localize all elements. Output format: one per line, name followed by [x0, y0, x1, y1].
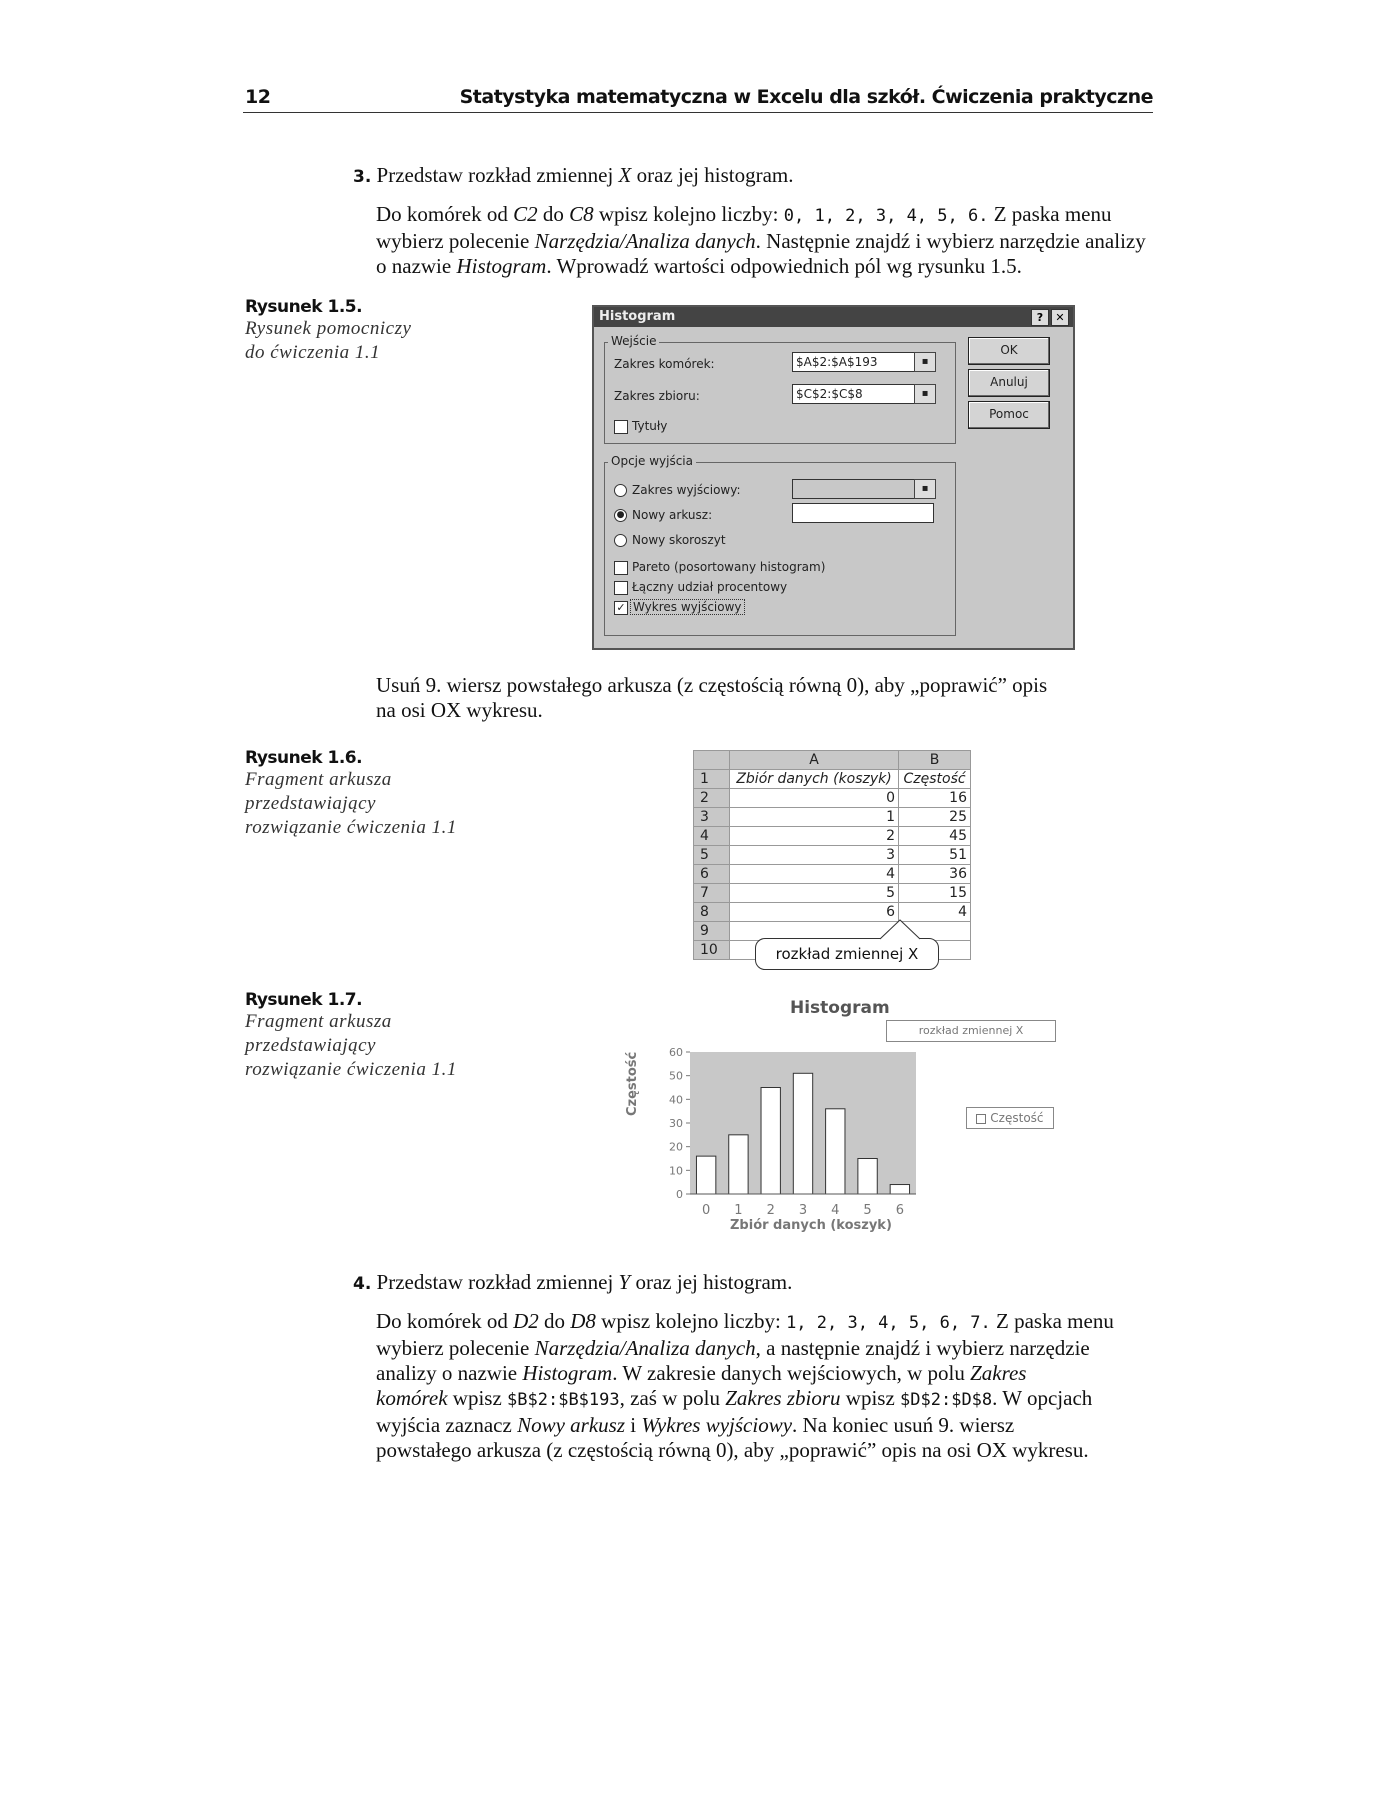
t4-text: wpisz — [840, 1386, 901, 1410]
column-header-row — [694, 751, 971, 770]
figure-1-5-caption — [245, 297, 411, 365]
t4-d2: D2 — [513, 1309, 539, 1333]
input-group-label: Wejście — [608, 334, 659, 348]
histogram-dialog — [592, 305, 1075, 650]
task4-title-text: Przedstaw rozkład zmiennej — [376, 1270, 619, 1294]
cell-b[interactable]: 51 — [899, 846, 971, 865]
t4-option: Nowy arkusz — [517, 1413, 626, 1437]
input-range-field[interactable]: $A$2:$A$193 — [792, 352, 934, 372]
x-tick-label: 0 — [702, 1203, 711, 1218]
t4-text: . Na koniec usuń 9. wiersz — [792, 1413, 1015, 1437]
x-tick-label: 3 — [798, 1203, 808, 1218]
t4-text: Z paska menu — [990, 1309, 1114, 1333]
chart-title: Histogram — [790, 998, 890, 1018]
x-axis-title: Zbiór danych (koszyk) — [730, 1218, 892, 1233]
legend-label: Częstość — [990, 1111, 1044, 1125]
task3-p-text: . Wprowadź wartości odpowiednich pól wg rysunku 1.5. — [546, 254, 1022, 278]
dialog-titlebar — [594, 307, 1073, 327]
output-group-label: Opcje wyjścia — [608, 454, 696, 468]
x-tick-label: 6 — [895, 1203, 904, 1218]
row-header[interactable]: 2 — [694, 789, 730, 808]
cell-a[interactable]: 2 — [730, 827, 899, 846]
collapse-dialog-icon[interactable]: ▪ — [914, 352, 936, 372]
help-icon[interactable]: ? — [1031, 309, 1049, 326]
x-tick-label: 4 — [831, 1203, 840, 1218]
bin-range-label: Zakres zbioru: — [614, 389, 700, 403]
pareto-label: Pareto (posortowany histogram) — [632, 560, 826, 574]
task3-title-end: oraz jej histogram. — [631, 163, 794, 187]
t4-text: wybierz polecenie — [376, 1336, 535, 1360]
t4-text: do — [538, 1309, 571, 1333]
paragraph-line: powstałego arkusza (z częstością równą 0), aby „poprawić” opis na osi OX wykresu. — [376, 1438, 1089, 1462]
table-row — [694, 846, 971, 865]
new-sheet-radio[interactable]: ● — [614, 509, 627, 522]
row-header[interactable]: 10 — [694, 941, 730, 960]
cell-b[interactable]: 4 — [899, 903, 971, 922]
t4-text: . W zakresie danych wejściowych, w polu — [612, 1361, 971, 1385]
task4-number: 4. — [353, 1274, 372, 1294]
cell-a[interactable]: 6 — [730, 903, 899, 922]
y-tick-label: 10 — [669, 1164, 683, 1178]
y-tick-label: 20 — [669, 1140, 683, 1154]
output-range-radio[interactable] — [614, 484, 627, 497]
bar — [890, 1185, 909, 1194]
cell-a[interactable]: 3 — [730, 846, 899, 865]
t4-option: Wykres wyjściowy — [641, 1413, 793, 1437]
bar — [729, 1135, 748, 1194]
cell-a[interactable]: 0 — [730, 789, 899, 808]
t4-text: i — [625, 1413, 642, 1437]
row-header[interactable]: 3 — [694, 808, 730, 827]
y-tick-label: 0 — [676, 1188, 683, 1201]
page-number: 12 — [245, 86, 271, 108]
chart-output-label: Wykres wyjściowy — [630, 599, 745, 615]
collapse-dialog-icon[interactable]: ▪ — [914, 384, 936, 404]
t4-text: , a następnie znajdź i wybierz narzędzie — [755, 1336, 1090, 1360]
t4-field: komórek — [376, 1386, 448, 1410]
header-rule — [243, 112, 1153, 113]
paragraph-line — [376, 1336, 1176, 1361]
paragraph-line — [376, 1386, 1176, 1413]
t4-range: $D$2:$D$8 — [900, 1390, 993, 1410]
y-tick-label: 30 — [669, 1117, 683, 1130]
pareto-checkbox[interactable] — [614, 561, 628, 575]
bin-range-field[interactable]: $C$2:$C$8 — [792, 384, 934, 404]
y-tick-label: 60 — [669, 1046, 683, 1059]
y-axis-title: Częstość — [625, 1051, 640, 1116]
figure-caption-title: Rysunek 1.5. — [245, 297, 363, 317]
task3-number: 3. — [353, 167, 372, 187]
column-header-a[interactable]: A — [730, 751, 899, 770]
figure-caption-line: przedstawiający — [245, 793, 376, 814]
column-header-b[interactable]: B — [899, 751, 971, 770]
table-row — [694, 865, 971, 884]
labels-checkbox-label: Tytuły — [632, 419, 668, 433]
t4-text: wyjścia zaznacz — [376, 1413, 518, 1437]
t4-text: wpisz — [447, 1386, 508, 1410]
cumulative-checkbox[interactable] — [614, 581, 628, 595]
task3-c8: C8 — [569, 202, 594, 226]
t4-text: . W opcjach — [992, 1386, 1093, 1410]
paragraph-line: na osi OX wykresu. — [376, 698, 543, 722]
task3-p-text: Z paska menu wybierz polecenie — [376, 202, 1112, 253]
bar — [696, 1156, 715, 1194]
paragraph-line — [376, 1309, 1176, 1336]
task3-heading — [353, 163, 794, 190]
task3-paragraph — [376, 202, 1161, 279]
t4-text: , zaś w polu — [619, 1386, 726, 1410]
legend-swatch — [976, 1114, 986, 1124]
new-sheet-label: Nowy arkusz: — [632, 508, 713, 522]
cancel-button[interactable]: Anuluj — [968, 369, 1050, 397]
new-workbook-label: Nowy skoroszyt — [632, 533, 726, 547]
cell-b[interactable]: 36 — [899, 865, 971, 884]
x-tick-label: 2 — [766, 1203, 775, 1218]
t4-text: analizy o nazwie — [376, 1361, 523, 1385]
bar — [793, 1073, 812, 1194]
bar — [858, 1159, 877, 1195]
chart-output-checkbox[interactable]: ✓ — [614, 601, 628, 615]
callout-pointer — [880, 918, 930, 940]
y-tick-label: 40 — [669, 1093, 683, 1107]
cell-a[interactable]: 4 — [730, 865, 899, 884]
figure-caption-title: Rysunek 1.7. — [245, 990, 363, 1010]
t4-numbers: 1, 2, 3, 4, 5, 6, 7. — [786, 1313, 991, 1333]
t4-field: Zakres — [970, 1361, 1027, 1385]
cell-b[interactable]: 45 — [899, 827, 971, 846]
task3-p-text: wpisz kolejno liczby: — [593, 202, 784, 226]
row-header[interactable]: 4 — [694, 827, 730, 846]
t4-tool: Histogram — [522, 1361, 613, 1385]
close-icon[interactable]: ✕ — [1051, 309, 1069, 326]
paragraph-line — [376, 1361, 1176, 1386]
figure-caption-title: Rysunek 1.6. — [245, 748, 363, 768]
collapse-dialog-icon[interactable]: ▪ — [914, 479, 936, 499]
figure-caption-line: Rysunek pomocniczy — [245, 318, 412, 339]
task3-tool: Histogram — [456, 254, 547, 278]
row-header[interactable]: 8 — [694, 903, 730, 922]
cumulative-label: Łączny udział procentowy — [632, 580, 788, 594]
task3-p-text: . Następnie znajdź i wybierz narzędzie analizy o nazwie — [376, 229, 1146, 278]
row-header[interactable]: 7 — [694, 884, 730, 903]
labels-checkbox[interactable] — [614, 420, 628, 434]
row-header[interactable]: 9 — [694, 922, 730, 941]
output-range-label: Zakres wyjściowy: — [632, 483, 741, 497]
dialog-title: Histogram — [599, 309, 676, 324]
row-header[interactable]: 6 — [694, 865, 730, 884]
ok-button[interactable]: OK — [968, 337, 1050, 365]
cell-b[interactable]: 15 — [899, 884, 971, 903]
task3-p-text: do — [537, 202, 570, 226]
figure-caption-line: Fragment arkusza — [245, 769, 392, 790]
task4-var: Y — [618, 1270, 631, 1294]
figure-1-7-caption — [245, 990, 457, 1082]
table-row — [694, 827, 971, 846]
task3-c2: C2 — [513, 202, 538, 226]
help-button[interactable]: Pomoc — [968, 401, 1050, 429]
figure-caption-line: rozwiązanie ćwiczenia 1.1 — [245, 1059, 457, 1080]
figure-caption-line: rozwiązanie ćwiczenia 1.1 — [245, 817, 457, 838]
t4-field: Zakres zbioru — [725, 1386, 841, 1410]
output-range-field[interactable] — [792, 479, 934, 499]
t4-text: Do komórek od — [376, 1309, 514, 1333]
histogram-chart — [620, 1040, 970, 1240]
new-workbook-radio[interactable] — [614, 534, 627, 547]
cell-a[interactable]: 5 — [730, 884, 899, 903]
task4-paragraph — [376, 1309, 1176, 1463]
corner-cell[interactable] — [694, 751, 730, 770]
figure-caption-line: przedstawiający — [245, 1035, 376, 1056]
cell-b[interactable]: 16 — [899, 789, 971, 808]
bar — [761, 1088, 780, 1195]
new-sheet-field[interactable] — [792, 503, 934, 523]
y-tick-label: 50 — [669, 1069, 683, 1083]
task3-numbers: 0, 1, 2, 3, 4, 5, 6. — [783, 206, 989, 226]
cell-a[interactable]: Zbiór danych (koszyk) — [730, 770, 899, 789]
bar — [826, 1109, 845, 1194]
figure-caption-line: do ćwiczenia 1.1 — [245, 342, 381, 363]
table-row — [694, 808, 971, 827]
range-label: Zakres komórek: — [614, 357, 715, 371]
t4-menu: Narzędzia/Analiza danych — [534, 1336, 756, 1360]
task3-title-text: Przedstaw rozkład zmiennej — [376, 163, 619, 187]
task4-heading — [353, 1270, 792, 1297]
table-row — [694, 789, 971, 808]
chart-annotation-box: rozkład zmiennej X — [886, 1020, 1056, 1042]
figure-caption-line: Fragment arkusza — [245, 1011, 392, 1032]
table-row — [694, 884, 971, 903]
row-header[interactable]: 1 — [694, 770, 730, 789]
t4-d8: D8 — [570, 1309, 596, 1333]
task4-title-end: oraz jej histogram. — [630, 1270, 793, 1294]
cell-b[interactable]: Częstość — [899, 770, 971, 789]
paragraph-line — [376, 1413, 1176, 1438]
task3-p-text: Do komórek od — [376, 202, 514, 226]
row-header[interactable]: 5 — [694, 846, 730, 865]
running-header-title: Statystyka matematyczna w Excelu dla szkół. Ćwiczenia praktyczne — [459, 86, 1153, 108]
figure-1-6-caption — [245, 748, 457, 840]
callout-bubble: rozkład zmiennej X — [755, 938, 939, 970]
task3-menu: Narzędzia/Analiza danych — [534, 229, 756, 253]
cell-a[interactable]: 1 — [730, 808, 899, 827]
t4-range: $B$2:$B$193 — [507, 1390, 620, 1410]
task3-var: X — [618, 163, 632, 187]
task3-paragraph-2 — [376, 673, 1047, 723]
chart-legend — [966, 1107, 1054, 1129]
cell-b[interactable]: 25 — [899, 808, 971, 827]
paragraph-line: Usuń 9. wiersz powstałego arkusza (z częstością równą 0), aby „poprawić” opis — [376, 673, 1048, 697]
x-tick-label: 5 — [863, 1203, 872, 1218]
table-row — [694, 770, 971, 789]
t4-text: wpisz kolejno liczby: — [595, 1309, 787, 1333]
x-tick-label: 1 — [734, 1203, 743, 1218]
